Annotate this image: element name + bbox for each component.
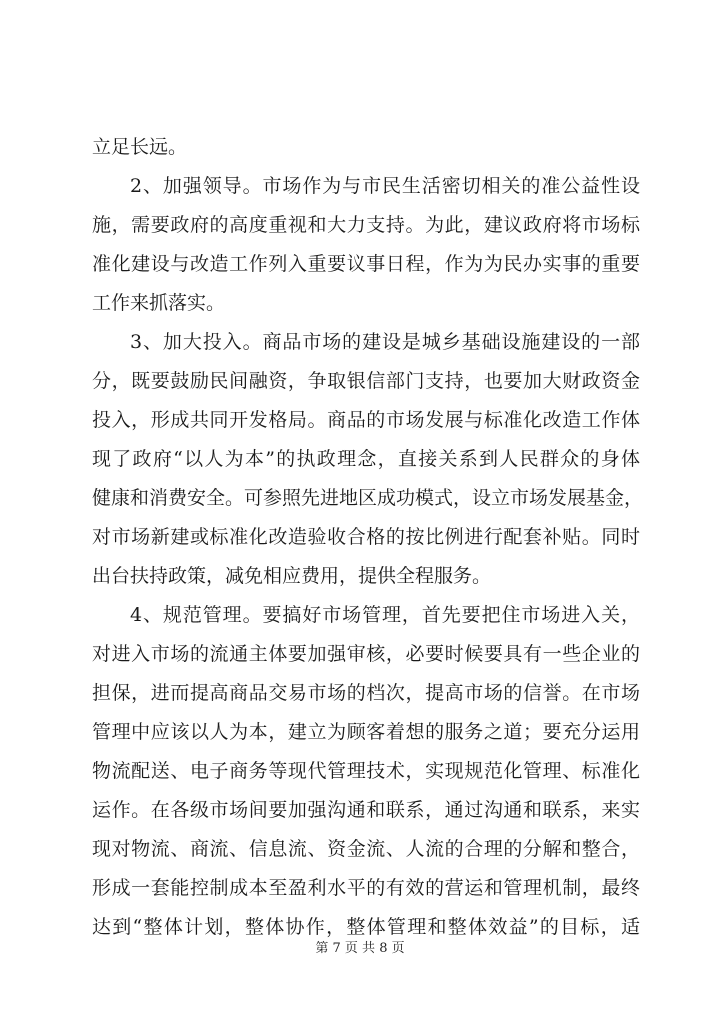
text-line: 对市场新建或标准化改造验收合格的按比例进行配套补贴。同时	[92, 526, 640, 548]
text-line: 工作来抓落实。	[92, 292, 226, 314]
text-line: 对进入市场的流通主体要加强审核，必要时候要具有一些企业的	[92, 643, 640, 665]
text-line: 立足长远。	[92, 136, 188, 158]
text-line: 出台扶持政策，减免相应费用，提供全程服务。	[92, 565, 492, 587]
text-line: 分，既要鼓励民间融资，争取银信部门支持，也要加大财政资金	[92, 370, 640, 392]
text-line: 运作。在各级市场间要加强沟通和联系，通过沟通和联系，来实	[92, 799, 640, 821]
page-number-footer: 第 7 页 共 8 页	[315, 941, 405, 956]
text-line: 形成一套能控制成本至盈利水平的有效的营运和管理机制，最终	[92, 877, 640, 899]
text-line: 管理中应该以人为本，建立为顾客着想的服务之道；要充分运用	[92, 721, 640, 743]
text-line: 准化建设与改造工作列入重要议事日程，作为为民办实事的重要	[92, 253, 640, 275]
text-line: 现了政府“以人为本”的执政理念，直接关系到人民群众的身体	[92, 448, 640, 470]
paragraph-3-heading-line: 3、加大投入。商品市场的建设是城乡基础设施建设的一部	[130, 331, 640, 353]
document-body	[92, 128, 644, 947]
text-line: 物流配送、电子商务等现代管理技术，实现规范化管理、标准化	[92, 760, 640, 782]
text-line: 现对物流、商流、信息流、资金流、人流的合理的分解和整合，	[92, 838, 640, 860]
text-line: 施，需要政府的高度重视和大力支持。为此，建议政府将市场标	[92, 214, 640, 236]
text-line: 达到“整体计划，整体协作，整体管理和整体效益”的目标，适	[92, 916, 640, 938]
paragraph-2-heading-line: 2、加强领导。市场作为与市民生活密切相关的准公益性设	[130, 175, 640, 197]
paragraph-4-heading-line: 4、规范管理。要搞好市场管理，首先要把住市场进入关，	[130, 604, 640, 626]
text-line: 担保，进而提高商品交易市场的档次，提高市场的信誉。在市场	[92, 682, 640, 704]
text-line: 健康和消费安全。可参照先进地区成功模式，设立市场发展基金，	[92, 487, 644, 509]
text-line: 投入，形成共同开发格局。商品的市场发展与标准化改造工作体	[92, 409, 640, 431]
